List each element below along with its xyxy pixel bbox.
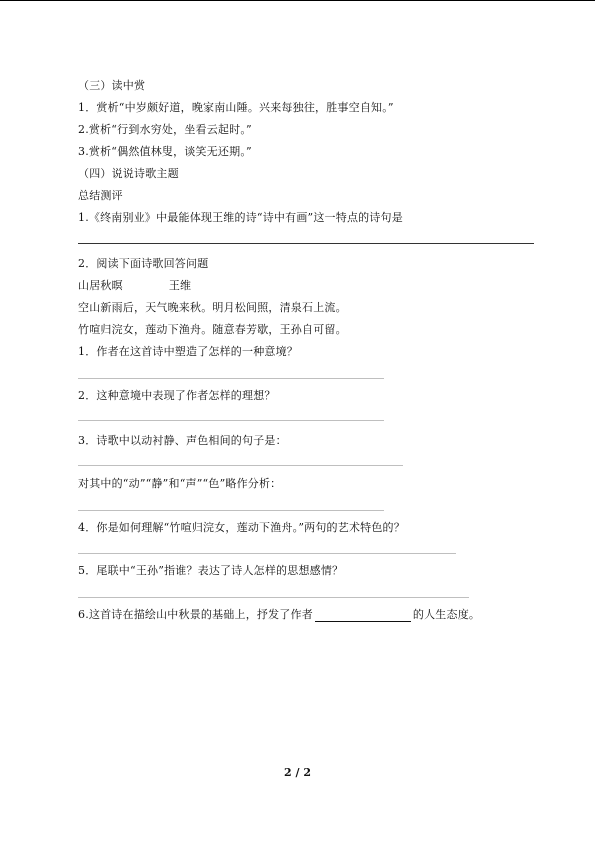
answer-line-q1[interactable] [78, 243, 534, 244]
answer-line-sub3b[interactable] [78, 510, 384, 511]
poem-line-2: 竹喧归浣女，莲动下渔舟。随意春芳歇，王孙自可留。 [78, 323, 347, 336]
subquestion-5: 5．尾联中“王孙”指谁？表达了诗人怎样的思想感情？ [78, 564, 344, 577]
subquestion-3: 3．诗歌中以动衬静、声色相间的句子是： [78, 434, 287, 447]
question-1: 1.《终南别业》中最能体现王维的诗“诗中有画”这一特点的诗句是 [78, 211, 403, 224]
section-heading-assessment: 总结测评 [78, 189, 123, 202]
poem-heading [78, 279, 191, 293]
page-top-border [0, 0, 595, 1]
appreciate-item-2: 2.赏析“行到水穷处，坐看云起时。” [78, 123, 252, 136]
subquestion-6-text-before: 6.这首诗在描绘山中秋景的基础上，抒发了作者 [78, 608, 313, 621]
poem-line-1: 空山新雨后，天气晚来秋。明月松间照，清泉石上流。 [78, 301, 347, 314]
poem-author: 王维 [168, 279, 192, 292]
answer-line-sub1[interactable] [78, 378, 384, 379]
page-number: 2 / 2 [284, 766, 311, 779]
subquestion-3-analysis: 对其中的“动”“静”和“声”“色”略作分析： [78, 477, 282, 490]
answer-line-sub2[interactable] [78, 420, 384, 421]
section-heading-read-appreciate: （三）读中赏 [78, 79, 146, 92]
appreciate-item-3: 3.赏析“偶然值林叟，谈笑无还期。” [78, 145, 252, 158]
subquestion-6-text-after: 的人生态度。 [412, 608, 481, 621]
subquestion-1: 1．作者在这首诗中塑造了怎样的一种意境？ [78, 345, 298, 358]
subquestion-6 [78, 608, 480, 622]
subquestion-2: 2．这种意境中表现了作者怎样的理想？ [78, 389, 276, 402]
poem-title: 山居秋暝 [78, 279, 123, 292]
answer-line-sub3[interactable] [78, 465, 403, 466]
appreciate-item-1: 1．赏析“中岁颇好道，晚家南山陲。兴来每独往，胜事空自知。” [78, 101, 394, 114]
answer-line-sub4[interactable] [78, 553, 456, 554]
subquestion-4: 4．你是如何理解“竹喧归浣女，莲动下渔舟。”两句的艺术特色的？ [78, 521, 405, 534]
question-2: 2．阅读下面诗歌回答问题 [78, 257, 209, 270]
section-heading-theme: （四）说说诗歌主题 [78, 167, 179, 180]
fill-in-blank-sub6[interactable] [315, 610, 411, 622]
answer-line-sub5[interactable] [78, 597, 469, 598]
